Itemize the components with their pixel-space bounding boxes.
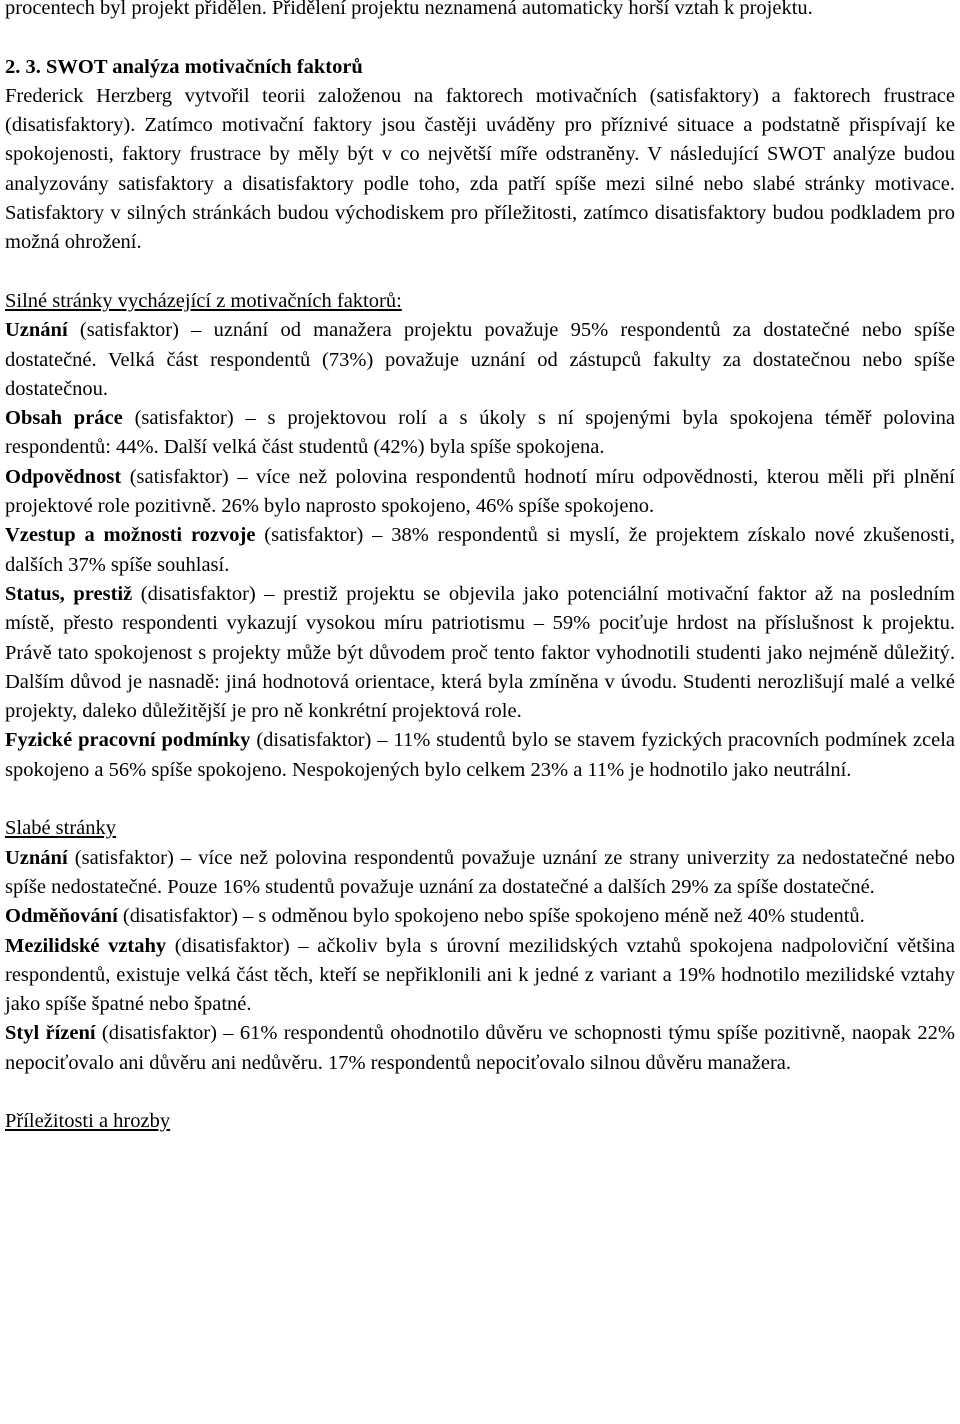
- strength-term: Vzestup a možnosti rozvoje: [5, 524, 256, 547]
- strength-text: (satisfaktor) – s projektovou rolí a s úkoly s ní spojenými byla spokojena téměř polovina respondentů: 44%. Další velká část studentů (42%) byla spíše spokojena.: [5, 407, 955, 459]
- strength-term: Odpovědnost: [5, 465, 122, 488]
- weakness-term: Styl řízení: [5, 1022, 96, 1045]
- strength-item: [5, 404, 955, 463]
- weakness-text: (disatisfaktor) – 61% respondentů ohodnotilo důvěru ve schopnosti týmu spíše pozitivně, naopak 22% nepociťovalo ani důvěru ani nedůvěru. 17% respondentů nepociťovalo silnou důvěru manažera.: [5, 1022, 955, 1074]
- weakness-text: (satisfaktor) – více než polovina respondentů považuje uznání ze strany univerzity za nedostatečné nebo spíše nedostatečné. Pouze 16% studentů považuje uznání za dostatečné a dalších 29% za spíše dostatečné.: [5, 846, 955, 898]
- strength-term: Status, prestiž: [5, 582, 133, 605]
- weakness-term: Uznání: [5, 846, 68, 869]
- strength-term: Obsah práce: [5, 407, 123, 430]
- strength-text: (disatisfaktor) – prestiž projektu se objevila jako potenciální motivační faktor až na posledním místě, přesto respondenti vykazují vysokou míru patriotismu – 59% pociťuje hrdost na příslušnost k projektu. Právě tato spokojenost s projekty může být důvodem proč tento faktor vyhodnotili studenti jako nejméně důležitý. Dalším důvod je nasnadě: jiná hodnotová orientace, která byla zmíněna v úvodu. Studenti nerozlišují malé a velké projekty, daleko důležitější je pro ně konkrétní projektová role.: [5, 582, 956, 723]
- strength-item: [5, 580, 955, 726]
- weakness-item: [5, 844, 955, 903]
- weakness-item: [5, 902, 955, 931]
- weakness-term: Odměňování: [5, 905, 118, 928]
- weakness-item: [5, 932, 955, 1020]
- spacer: [5, 258, 955, 287]
- strength-item: [5, 463, 955, 522]
- weakness-term: Mezilidské vztahy: [5, 934, 167, 957]
- weakness-text: (disatisfaktor) – s odměnou bylo spokojeno nebo spíše spokojeno méně než 40% studentů.: [117, 905, 865, 928]
- strength-text: (satisfaktor) – uznání od manažera projektu považuje 95% respondentů za dostatečné nebo spíše dostatečné. Velká část respondentů (73%) považuje uznání od zástupců fakulty za dostatečnou nebo spíše dostatečnou.: [5, 319, 955, 400]
- strength-term: Uznání: [5, 319, 68, 342]
- weakness-text: (disatisfaktor) – ačkoliv byla s úrovní mezilidských vztahů spokojena nadpoloviční většina respondentů, existuje velká část těch, kteří se nepřiklonili ani k jedné z variant a 19% hodnotilo mezilidské vztahy jako spíše špatné nebo špatné.: [5, 934, 955, 1016]
- section-title: 2. 3. SWOT analýza motivačních faktorů: [5, 55, 363, 78]
- spacer: [5, 1078, 955, 1107]
- spacer: [5, 23, 955, 52]
- strength-term: Fyzické pracovní podmínky: [5, 729, 251, 752]
- strength-text: (disatisfaktor) – 11% studentů bylo se stavem fyzických pracovních podmínek zcela spokojeno a 56% spíše spokojeno. Nespokojených bylo celkem 23% a 11% je hodnotilo jako neutrální.: [5, 729, 955, 781]
- section-intro-paragraph: Frederick Herzberg vytvořil teorii založenou na faktorech motivačních (satisfaktory) a faktorech frustrace (disatisfaktory). Zatímco motivační faktory jsou častěji uváděny pro příznivé situace a podstatně přispívají ke spokojenosti, faktory frustrace by měly být v co největší míře odstraněny. V následující SWOT analýze budou analyzovány satisfaktory a disatisfaktory podle toho, zda patří spíše mezi silné nebo slabé stránky motivace. Satisfaktory v silných stránkách budou východiskem pro příležitosti, zatímco disatisfaktory budou podkladem pro možná ohrožení.: [5, 84, 955, 254]
- strength-text: (satisfaktor) – více než polovina respondentů hodnotí míru odpovědnosti, kterou měli při plnění projektové role pozitivně. 26% bylo naprosto spokojeno, 46% spíše spokojeno.: [5, 465, 955, 518]
- strength-item: [5, 726, 955, 785]
- strength-item: [5, 316, 955, 404]
- weaknesses-heading: Slabé stránky: [5, 817, 117, 840]
- spacer: [5, 785, 955, 814]
- strengths-heading: Silné stránky vycházející z motivačních faktorů:: [5, 289, 402, 312]
- intro-paragraph: procentech byl projekt přidělen. Přidělení projektu neznamená automaticky horší vztah k projektu.: [5, 0, 813, 19]
- strength-item: [5, 521, 955, 580]
- document-page: [5, 0, 955, 1137]
- strength-text: (satisfaktor) – 38% respondentů si myslí, že projektem získalo nové zkušenosti, dalších 37% spíše souhlasí.: [5, 524, 955, 576]
- opportunities-heading: Příležitosti a hrozby: [5, 1110, 171, 1133]
- weakness-item: [5, 1019, 955, 1078]
